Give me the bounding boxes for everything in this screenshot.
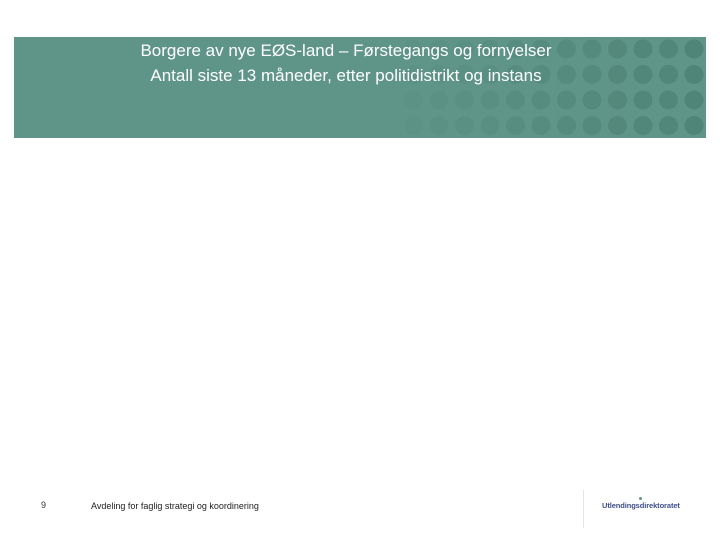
decorative-dot xyxy=(583,116,602,135)
title-line-2: Borgere av nye EØS-land – Førstegangs og fornyelser xyxy=(140,41,552,60)
decorative-dot xyxy=(532,91,551,110)
decorative-dot xyxy=(659,116,678,135)
decorative-dot xyxy=(506,116,525,135)
footer-department: Avdeling for faglig strategi og koordinering xyxy=(91,501,259,511)
decorative-dot xyxy=(557,116,576,135)
decorative-dot xyxy=(608,116,627,135)
decorative-dot xyxy=(634,116,653,135)
logo-mark-icon xyxy=(639,497,642,500)
decorative-dot xyxy=(685,91,704,110)
logo-text: Utlendingsdirektoratet xyxy=(602,501,680,510)
slide-title xyxy=(0,13,706,88)
decorative-dot xyxy=(455,91,474,110)
page-number: 9 xyxy=(41,500,47,510)
title-line-1: Innvilgede tillatelser med formål arbeid etter EØS-regelverket xyxy=(115,16,577,35)
decorative-dot xyxy=(532,116,551,135)
decorative-dot xyxy=(481,91,500,110)
decorative-dot xyxy=(455,116,474,135)
decorative-dot xyxy=(557,91,576,110)
decorative-dot xyxy=(481,116,500,135)
decorative-dot xyxy=(430,116,449,135)
footer-divider xyxy=(583,490,584,528)
decorative-dot xyxy=(583,91,602,110)
decorative-dot xyxy=(685,116,704,135)
decorative-dot xyxy=(634,91,653,110)
udi-logo xyxy=(602,497,698,515)
decorative-dot xyxy=(608,91,627,110)
decorative-dot xyxy=(659,91,678,110)
title-line-3: Antall siste 13 måneder, etter politidistrikt og instans xyxy=(150,66,542,85)
decorative-dot xyxy=(404,116,423,135)
decorative-dot xyxy=(430,91,449,110)
decorative-dot xyxy=(506,91,525,110)
decorative-dot xyxy=(404,91,423,110)
